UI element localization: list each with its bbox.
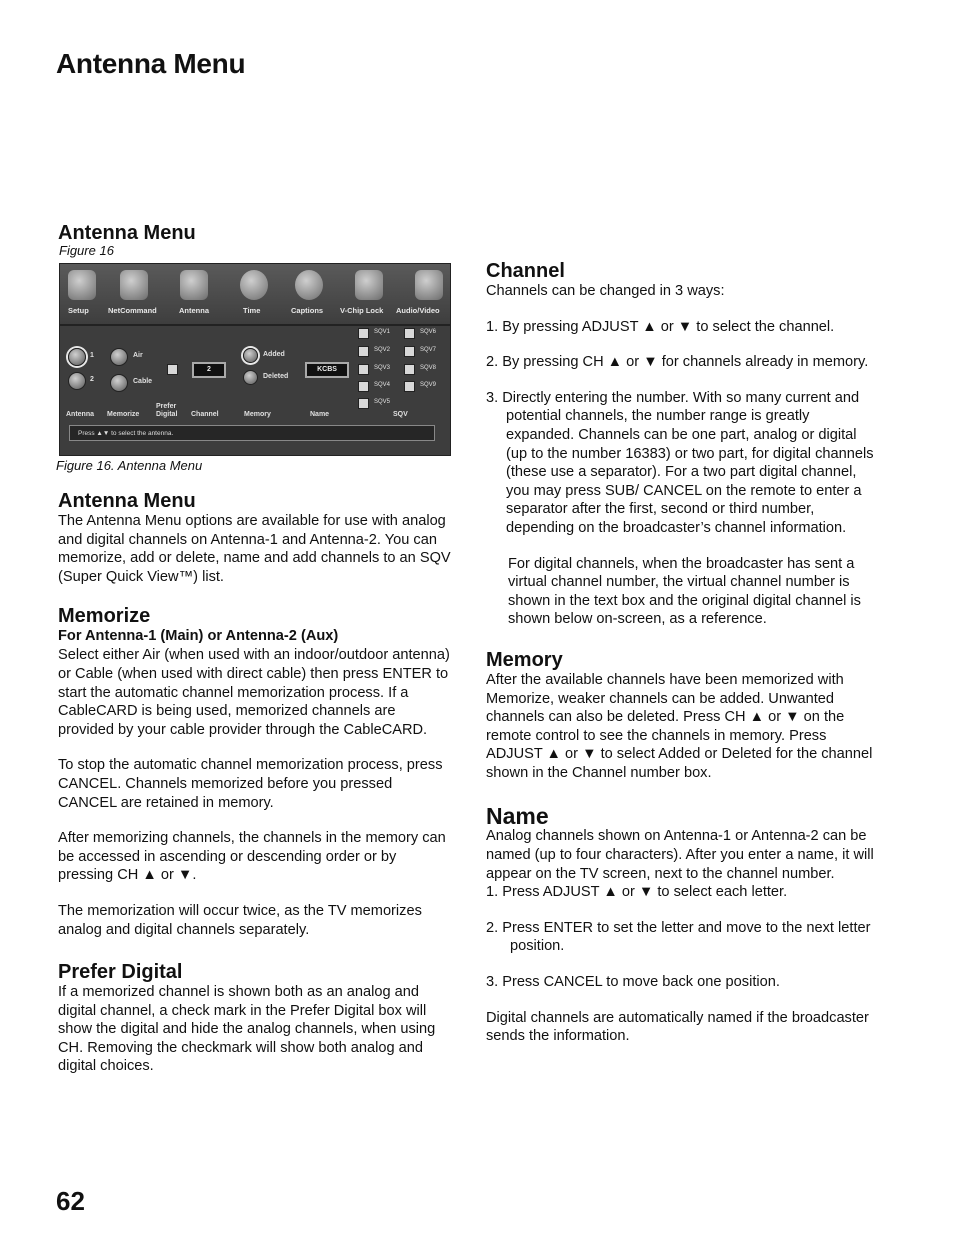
sqv6-label: SQV6 bbox=[420, 329, 437, 335]
sqv3-label: SQV3 bbox=[374, 365, 391, 371]
memorize-cable-label: Cable bbox=[133, 378, 153, 385]
channel-box: 2 bbox=[192, 362, 226, 378]
antenna-menu-body: The Antenna Menu options are available for use with analog and digital channels on Antenna-1 and Antenna-2. You can memorize, add or delete, name and add channels to an SQV (Super Quick View™) list. bbox=[58, 513, 451, 585]
name-item-2: 2. Press ENTER to set the letter and move to the next letter position. bbox=[486, 919, 871, 955]
icon-label-captions: Captions bbox=[291, 306, 324, 315]
sqv4-label: SQV4 bbox=[374, 382, 391, 388]
prefer-digital-body: If a memorized channel is shown both as an analog and digital channel, a check mark in the Prefer Digital box will show the digital and hide the analog channels, when using CH. Removing the checkmark will show both analog and digital choices. bbox=[58, 984, 436, 1075]
sqv8-label: SQV8 bbox=[420, 365, 437, 371]
prefer-digital-checkbox bbox=[167, 364, 178, 375]
sqv1-label: SQV1 bbox=[374, 329, 391, 335]
antenna-2-label: 2 bbox=[90, 376, 94, 383]
memorize-cable-button bbox=[110, 374, 128, 392]
memorize-subheading: For Antenna-1 (Main) or Antenna-2 (Aux) bbox=[58, 628, 339, 645]
sqv7-label: SQV7 bbox=[420, 347, 437, 353]
icon-label-netcommand: NetCommand bbox=[108, 306, 157, 315]
sqv4-checkbox bbox=[358, 381, 369, 392]
name-box: KCBS bbox=[305, 362, 349, 378]
sqv9-label: SQV9 bbox=[420, 382, 437, 388]
antenna-1-radio bbox=[68, 348, 86, 366]
label-memory: Memory bbox=[244, 411, 271, 418]
icon-label-time: Time bbox=[243, 306, 261, 315]
memory-body: After the available channels have been memorized with Memorize, weaker channels can be added. Unwanted channels can also be deleted. Press CH ▲ or ▼ on the remote control to see the channels in memory. Press ADJUST ▲ or ▼ to select Added or Deleted for the channel shown in the Channel number box. bbox=[486, 671, 873, 781]
page-number: 62 bbox=[56, 1186, 85, 1216]
memory-deleted-radio bbox=[243, 370, 258, 385]
memorize-p4: The memorization will occur twice, as the TV memorizes analog and digital channels separately. bbox=[58, 902, 422, 938]
antenna-1-label: 1 bbox=[90, 352, 94, 359]
icon-label-antenna: Antenna bbox=[179, 306, 209, 315]
label-antenna: Antenna bbox=[66, 411, 94, 418]
sqv2-label: SQV2 bbox=[374, 347, 391, 353]
memory-deleted-label: Deleted bbox=[263, 373, 289, 380]
sqv8-checkbox bbox=[404, 364, 415, 375]
sqv3-checkbox bbox=[358, 364, 369, 375]
netcommand-icon bbox=[120, 270, 148, 300]
captions-icon bbox=[295, 270, 323, 300]
name-heading: Name bbox=[486, 803, 549, 830]
audio-video-icon bbox=[415, 270, 443, 300]
sqv7-checkbox bbox=[404, 346, 415, 357]
right-column bbox=[486, 260, 881, 1063]
channel-item-2: 2. By pressing CH ▲ or ▼ for channels already in memory. bbox=[486, 354, 869, 371]
sqv2-checkbox bbox=[358, 346, 369, 357]
label-sqv: SQV bbox=[393, 411, 408, 418]
memory-heading: Memory bbox=[486, 648, 563, 671]
left-column bbox=[58, 490, 453, 1093]
channel-item-1: 1. By pressing ADJUST ▲ or ▼ to select the channel. bbox=[486, 318, 835, 335]
lock-icon bbox=[355, 270, 383, 300]
channel-intro: Channels can be changed in 3 ways: bbox=[486, 283, 725, 299]
status-bar: Press ▲▼ to select the antenna. bbox=[69, 425, 435, 441]
figure-label: Figure 16 bbox=[59, 243, 114, 258]
antenna-menu-screenshot bbox=[59, 263, 451, 456]
channel-item-3: 3. Directly entering the number. With so many current and potential channels, the number range is greatly expanded. Channels can be one part, analog or digital (up to the number 16383) or two part, for digital channels (these use a separator). For a two part digital channel, you may press SUB/ CANCEL on the remote to enter a separator after the first, second or third number, depending on the broadcaster’s channel information. bbox=[486, 389, 874, 536]
label-channel: Channel bbox=[191, 411, 219, 418]
memorize-p2: To stop the automatic channel memorization process, press CANCEL. Channels memorized before you pressed CANCEL are retained in memory. bbox=[58, 757, 443, 811]
icon-label-vchip: V-Chip Lock bbox=[340, 306, 384, 315]
figure-caption: Figure 16. Antenna Menu bbox=[56, 458, 203, 473]
antenna-icon bbox=[180, 270, 208, 300]
channel-note: For digital channels, when the broadcaster has sent a virtual channel number, the virtual channel number is shown in the text box and the original digital channel is shown below on-screen, as a reference. bbox=[508, 555, 861, 628]
sqv1-checkbox bbox=[358, 328, 369, 339]
sqv5-checkbox bbox=[358, 398, 369, 409]
page-title: Antenna Menu bbox=[56, 48, 246, 79]
menu-icon-bar bbox=[60, 264, 450, 326]
memorize-heading: Memorize bbox=[58, 605, 151, 628]
name-item-3: 3. Press CANCEL to move back one position. bbox=[486, 974, 780, 991]
memorize-p3: After memorizing channels, the channels in the memory can be accessed in ascending or descending order or by pressing CH ▲ or ▼. bbox=[58, 830, 446, 884]
clock-icon bbox=[240, 270, 268, 300]
name-note: Digital channels are automatically named if the broadcaster sends the information. bbox=[486, 1009, 869, 1045]
memory-added-label: Added bbox=[263, 351, 285, 358]
icon-label-setup: Setup bbox=[68, 306, 89, 315]
sqv6-checkbox bbox=[404, 328, 415, 339]
name-item-1: 1. Press ADJUST ▲ or ▼ to select each letter. bbox=[486, 884, 788, 901]
memorize-air-label: Air bbox=[133, 352, 143, 359]
figure-heading: Antenna Menu bbox=[58, 222, 196, 244]
memorize-air-button bbox=[110, 348, 128, 366]
antenna-2-radio bbox=[68, 372, 86, 390]
name-intro: Analog channels shown on Antenna-1 or Antenna-2 can be named (up to four characters). After you enter a name, it will appear on the TV screen, next to the channel number. bbox=[486, 828, 874, 882]
prefer-digital-heading: Prefer Digital bbox=[58, 961, 183, 984]
antenna-menu-heading: Antenna Menu bbox=[58, 490, 196, 512]
memorize-p1: Select either Air (when used with an indoor/outdoor antenna) or Cable (when used with direct cable) then press ENTER to start the automatic channel memorization process. If a CableCARD is being used, memorized channels are provided by your cable provider through the CableCARD. bbox=[58, 647, 450, 738]
sqv5-label: SQV5 bbox=[374, 399, 391, 405]
sqv9-checkbox bbox=[404, 381, 415, 392]
channel-heading: Channel bbox=[486, 260, 565, 282]
label-memorize: Memorize bbox=[107, 411, 140, 418]
memory-added-radio bbox=[243, 348, 258, 363]
label-name: Name bbox=[310, 411, 330, 418]
icon-label-audio-video: Audio/Video bbox=[396, 306, 440, 315]
setup-icon bbox=[68, 270, 96, 300]
label-prefer-digital: Prefer Digital bbox=[156, 403, 178, 418]
